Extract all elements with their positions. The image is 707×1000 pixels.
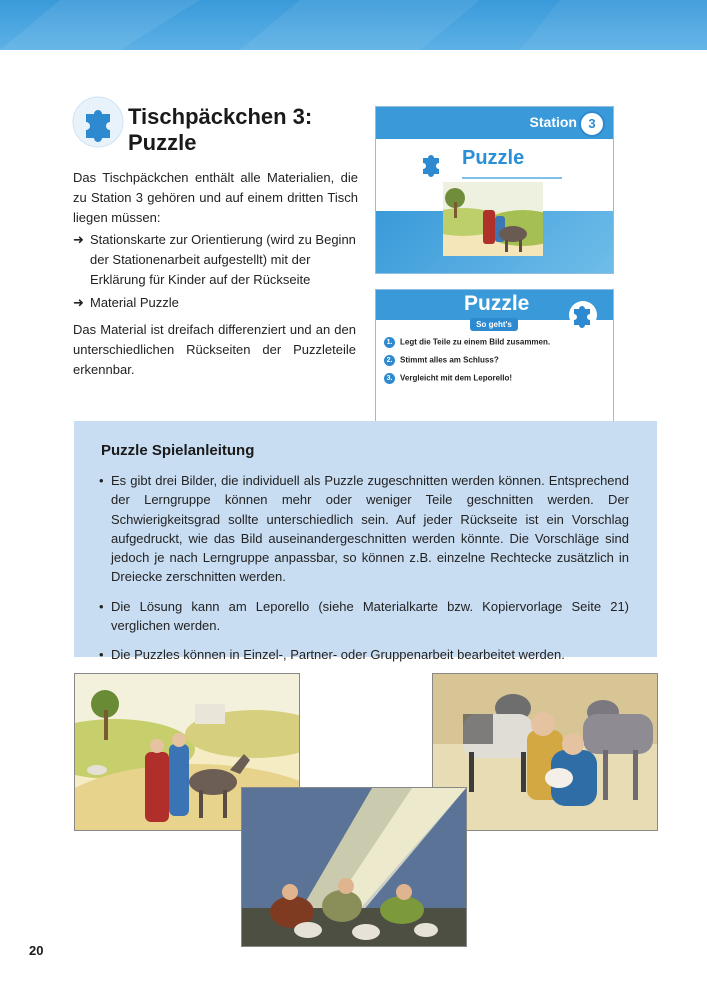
bullet-text: Es gibt drei Bilder, die individuell als Puzzle zugeschnitten werden können. Entsprechend der Lerngruppe können mehr oder weniger Teile geschnitten werden. Der Schwierigkeitsgrad sollte unterschiedlich sein. Auf jeder Rückseite ist ein Vorschlag aufgedruckt, wie das Bild auseinandergeschnitten werden könnte. Die Vorschläge sind jedoch je nach Lerngruppe anpassbar, so können z.B. einzelne Rechtecke zusätzlich in Dreiecke zerschnitten werden.: [111, 473, 629, 585]
header-pattern: [0, 0, 707, 50]
arrow-icon: ➜: [73, 295, 84, 310]
header-band: [0, 0, 707, 50]
list-item: [73, 230, 363, 290]
station-card: [375, 106, 614, 274]
list-item: [73, 293, 363, 313]
differentiation-text: Das Material ist dreifach differenziert und an den unterschiedlichen Rückseiten der Puzzleteile erkennbar.: [73, 322, 356, 377]
list-item: [99, 645, 629, 664]
instruction-step: [384, 373, 512, 384]
step-text: Legt die Teile zu einem Bild zusammen.: [400, 337, 551, 347]
list-item: [99, 597, 629, 636]
puzzle-piece-icon: [568, 300, 598, 330]
flight-to-egypt-thumbnail: [443, 182, 543, 256]
step-number: 1.: [384, 337, 395, 348]
bullet-text: Die Lösung kann am Leporello (siehe Materialkarte bzw. Kopiervorlage Seite 21) verglichen werden.: [111, 598, 629, 634]
intro-text: Das Tischpäckchen enthält alle Materialien, die zu Station 3 gehören und auf einem dritten Tisch liegen müssen:: [73, 170, 358, 225]
instruction-step: [384, 337, 550, 348]
instructions-list: [99, 471, 629, 675]
list-item-text: Material Puzzle: [90, 295, 179, 310]
illustration-shepherds: [241, 787, 467, 947]
instruction-card-badge: So geht's: [470, 318, 518, 331]
list-item: [99, 471, 629, 587]
bullet: •: [99, 473, 104, 488]
bullet-text: Die Puzzles können in Einzel-, Partner- oder Gruppenarbeit bearbeitet werden.: [111, 647, 565, 663]
instructions-heading: Puzzle Spielanleitung: [101, 442, 255, 459]
list-item-text: Stationskarte zur Orientierung (wird zu Beginn der Stationenarbeit aufgestellt) mit der Erklärung für Kinder auf der Rückseite: [90, 232, 356, 287]
puzzle-piece-icon: [72, 96, 124, 148]
instruction-step: [384, 355, 499, 366]
station-card-title: Puzzle: [462, 147, 525, 169]
station-card-band: [376, 107, 613, 139]
bullet: •: [99, 647, 104, 663]
title-underline: [462, 177, 562, 179]
step-text: Vergleicht mit dem Leporello!: [400, 373, 513, 383]
page-title: Tischpäckchen 3: Puzzle: [128, 104, 313, 155]
instruction-card-title: Puzzle: [464, 292, 530, 315]
station-number: 3: [579, 111, 605, 137]
arrow-icon: ➜: [73, 232, 84, 247]
instructions-box: [74, 421, 657, 663]
puzzle-piece-icon: [420, 152, 446, 178]
step-number: 2.: [384, 355, 395, 366]
step-number: 3.: [384, 373, 395, 384]
station-label: Station: [529, 114, 577, 130]
page-number: 20: [29, 943, 44, 958]
step-text: Stimmt alles am Schluss?: [400, 355, 499, 365]
bullet: •: [99, 598, 104, 614]
